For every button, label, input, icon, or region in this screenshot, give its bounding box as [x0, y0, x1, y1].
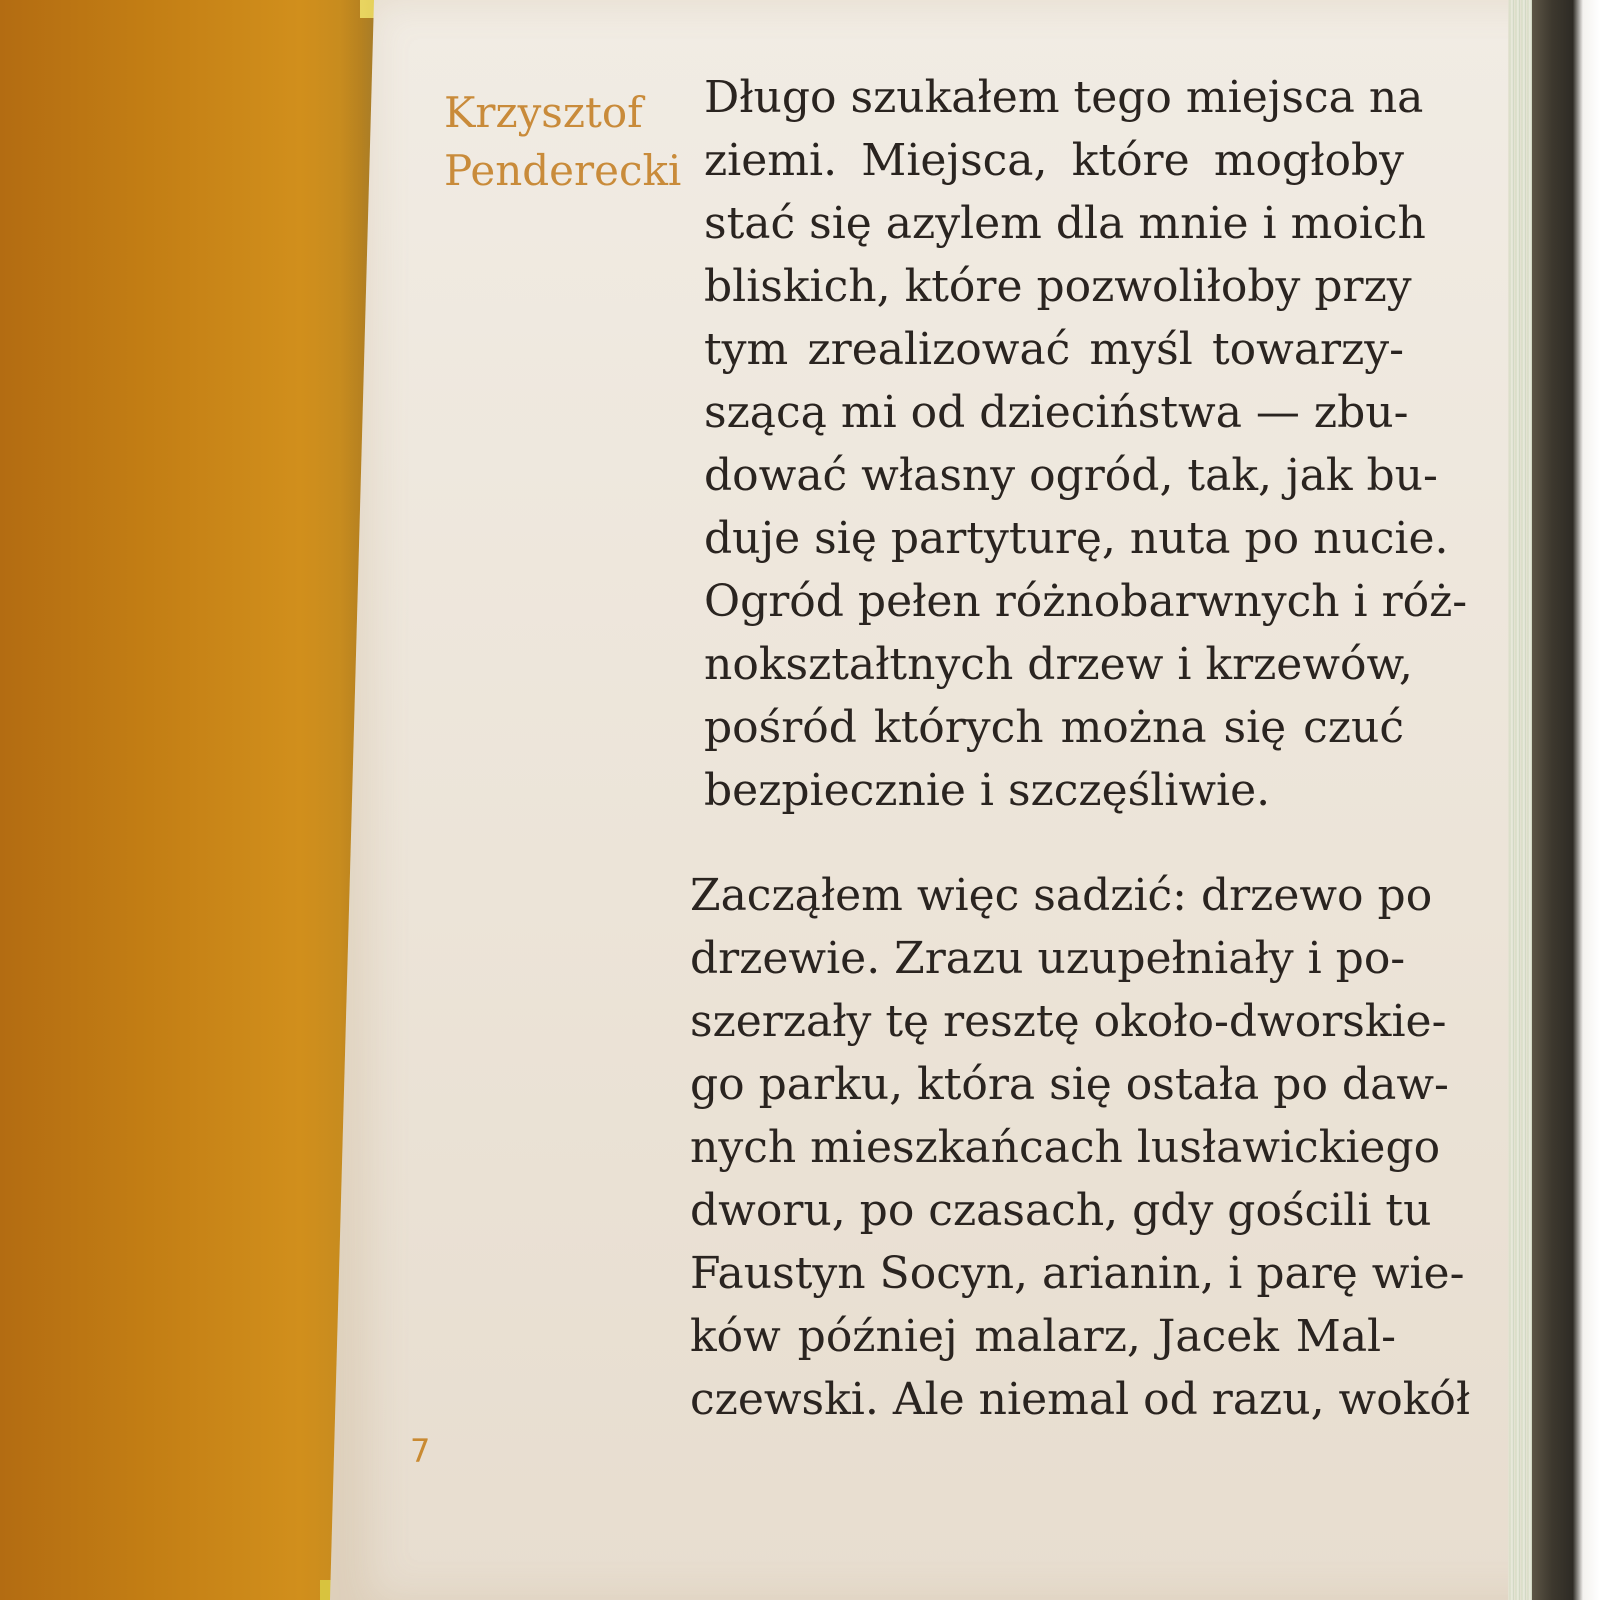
author-last-name: Penderecki	[444, 146, 682, 195]
text-line: bezpiecznie i szczęśliwie.	[704, 765, 1271, 816]
text-line: czewski. Ale niemal od razu, wokół	[690, 1374, 1471, 1425]
text-line: nokształtnych drzew i krzewów,	[704, 639, 1413, 690]
text-line: Faustyn Socyn, arianin, i parę wie-	[690, 1248, 1465, 1299]
text-line: Ogród pełen różnobarwnych i róż-	[704, 576, 1468, 627]
text-line: ziemi. Miejsca, które mogłoby	[704, 135, 1404, 186]
paragraph-2	[690, 864, 1471, 1431]
text-line: szerzały tę resztę około-dworskie-	[690, 996, 1447, 1047]
text-line: tym zrealizować myśl towarzy-	[704, 324, 1404, 375]
text-line: dworu, po czasach, gdy gościli tu	[690, 1185, 1432, 1236]
text-line: bliskich, które pozwoliłoby przy	[704, 261, 1412, 312]
text-line: go parku, która się ostała po daw-	[690, 1059, 1449, 1110]
text-line: dować własny ogród, tak, jak bu-	[704, 450, 1438, 501]
page-number: 7	[410, 1432, 431, 1470]
author-first-name: Krzysztof	[444, 88, 643, 137]
text-line: szącą mi od dzieciństwa — zbu-	[704, 387, 1409, 438]
text-line: duje się partyturę, nuta po nucie.	[704, 513, 1449, 564]
paragraph-1	[704, 66, 1468, 822]
author-name	[444, 84, 682, 200]
text-line: Długo szukałem tego miejsca na	[704, 72, 1424, 123]
page-stack-edges	[1508, 0, 1532, 1600]
book-cover-edge	[1532, 0, 1600, 1600]
text-line: stać się azylem dla mnie i moich	[704, 198, 1426, 249]
text-line: pośród których można się czuć	[704, 702, 1404, 753]
text-line: ków później malarz, Jacek Mal-	[690, 1311, 1396, 1362]
text-line: drzewie. Zrazu uzupełniały i po-	[690, 933, 1406, 984]
text-line: nych mieszkańcach lusławickiego	[690, 1122, 1441, 1173]
text-line: Zacząłem więc sadzić: drzewo po	[690, 870, 1433, 921]
